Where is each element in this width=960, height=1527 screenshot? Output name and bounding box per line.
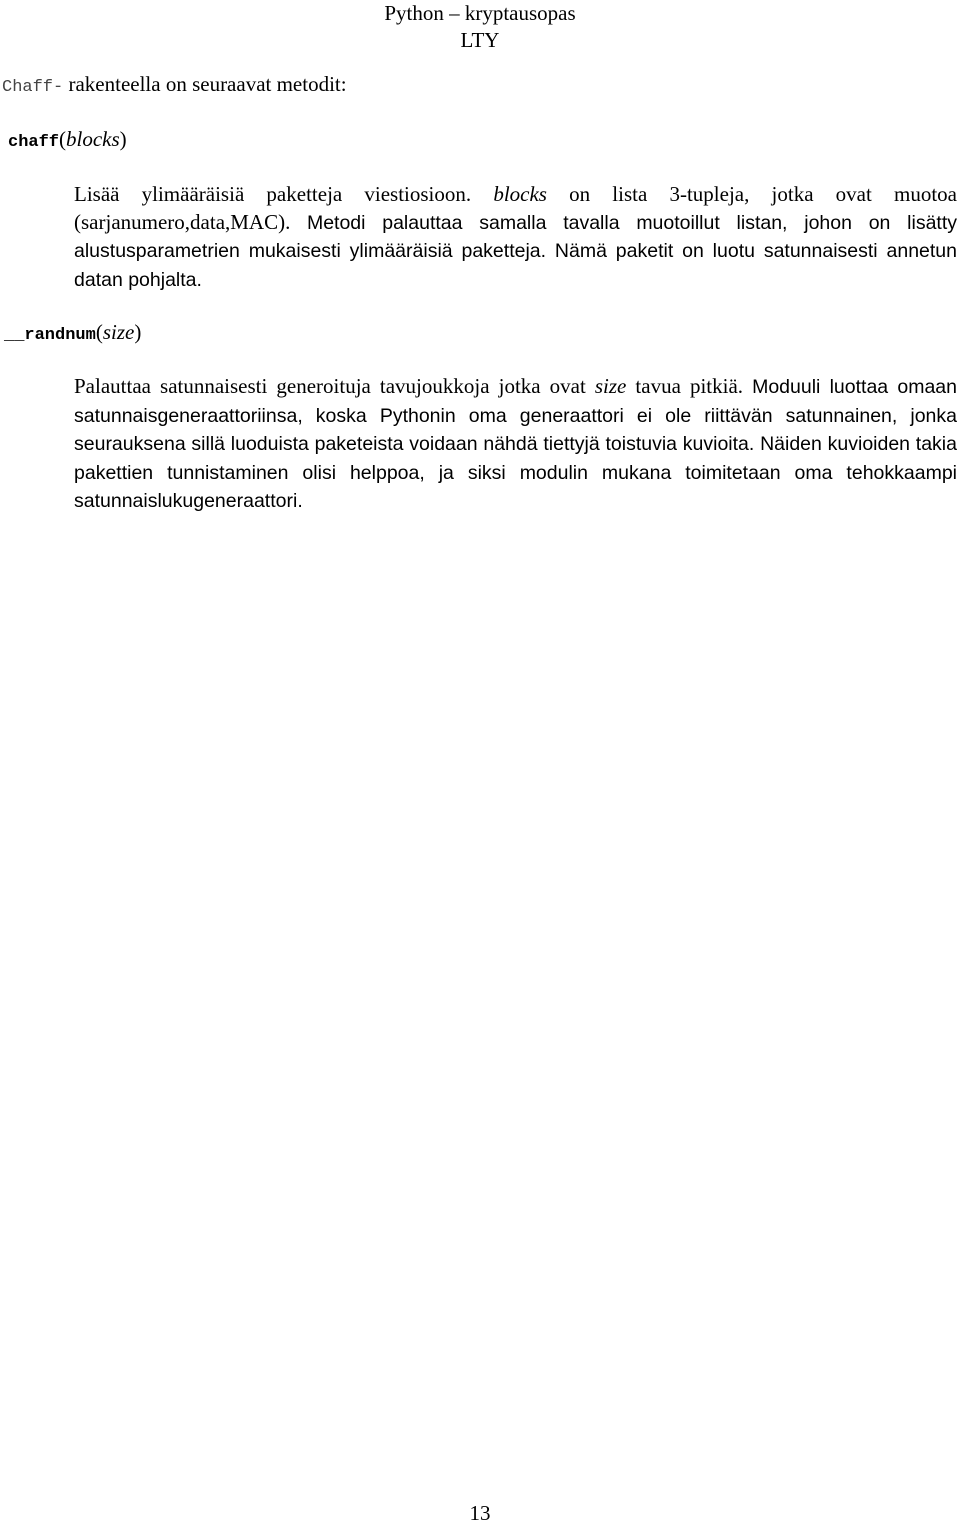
intro-text: rakenteella on seuraavat metodit: [63,72,347,96]
close-paren: ) [119,127,127,151]
method-name: __randnum [4,326,96,345]
method-signature-randnum [4,318,141,350]
class-name-code: Chaff- [2,78,64,97]
open-paren: ( [95,320,103,344]
method-description-randnum [74,373,957,516]
method-name: chaff [8,133,60,152]
desc-text: Lisää ylimääräisiä paketteja viestiosioon. [74,182,494,206]
desc-text: tavua pitkiä. [626,374,753,398]
method-signature-chaff [8,125,127,157]
close-paren: ) [134,320,142,344]
desc-emphasis: size [594,374,627,398]
desc-text: Metodi palauttaa samalla tavalla muotoillut listan, johon on lisätty alustusparametrien mukaisesti ylimääräisiä paketteja. Nämä paketit on luotu satunnaisesti annetun datan pohjalta. [74,211,958,291]
desc-text: Moduuli luottaa omaan satunnaisgeneraattoriinsa, koska Pythonin oma generaattori ei ole riittävän satunnainen, jonka seurauksena sillä luoduista paketeista voidaan nähdä tiettyjä toistuvia kuvioita. Näiden kuvioiden takia pakettien tunnistaminen olisi helppoa, ja siksi modulin mukana toimitetaan oma tehokkaampi satunnaislukugeneraattori. [74,376,957,512]
desc-emphasis: blocks [493,182,547,206]
page-header [300,0,660,54]
page-number: 13 [469,1501,491,1525]
open-paren: ( [59,127,67,151]
document-title: Python – kryptausopas [384,1,576,25]
intro-line [2,70,347,102]
method-param: blocks [66,127,120,151]
method-param: size [102,320,135,344]
desc-text: Palauttaa satunnaisesti generoituja tavujoukkoja jotka ovat [74,374,595,398]
desc-text: on lista 3-tupleja, jotka ovat muotoa (sarjanumero,data,MAC). [74,182,957,234]
organization: LTY [460,28,500,52]
method-description-chaff [74,181,957,294]
